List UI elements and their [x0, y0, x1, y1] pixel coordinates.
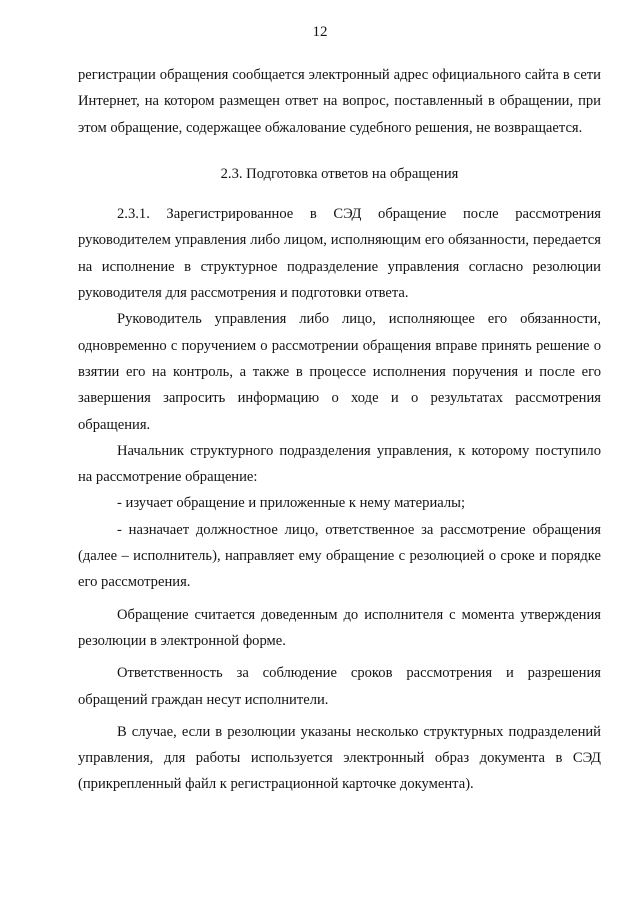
paragraph-continuation: регистрации обращения сообщается электронный адрес официального сайта в сети Интернет, на котором размещен ответ на вопрос, поставленный в обращении, при этом обращение, содержащее обжалование судебного решения, не возвращается. — [78, 67, 601, 136]
paragraph-multiple-divisions: В случае, если в резолюции указаны несколько структурных подразделений управления, для работы используется электронный образ документа в СЭД (прикрепленный файл к регистрационной карточке документа). — [78, 723, 601, 793]
paragraph-delivery: Обращение считается доведенным до исполнителя с момента утверждения резолюции в электронной форме. — [78, 606, 601, 649]
paragraph-2-3-1: 2.3.1. Зарегистрированное в СЭД обращение после рассмотрения руководителем управления либо лицом, исполняющим его обязанности, передается на исполнение в структурное подразделение управления согласно резолюции руководителя для рассмотрения и подготовки ответа. — [78, 206, 601, 302]
document-body — [78, 62, 601, 798]
list-item-studies: - изучает обращение и приложенные к нему материалы; — [117, 495, 466, 512]
list-item-assigns: - назначает должностное лицо, ответственное за рассмотрение обращения (далее – исполнитель), направляет ему обращение с резолюцией о сроке и порядке его рассмотрения. — [78, 521, 601, 591]
page-number: 12 — [312, 24, 328, 40]
paragraph-manager-control: Руководитель управления либо лицо, исполняющее его обязанности, одновременно с поручением о рассмотрении обращения вправе принять решение о взятии его на контроль, а также в процессе исполнения поручения и после его завершения запросить информацию о ходе и о результатах рассмотрения обращения. — [78, 311, 601, 433]
paragraph-division-head: Начальник структурного подразделения управления, к которому поступило на рассмотрение обращение: — [78, 442, 601, 486]
section-heading: 2.3. Подготовка ответов на обращения — [220, 165, 459, 182]
paragraph-responsibility: Ответственность за соблюдение сроков рассмотрения и разрешения обращений граждан несут исполнители. — [78, 665, 601, 708]
